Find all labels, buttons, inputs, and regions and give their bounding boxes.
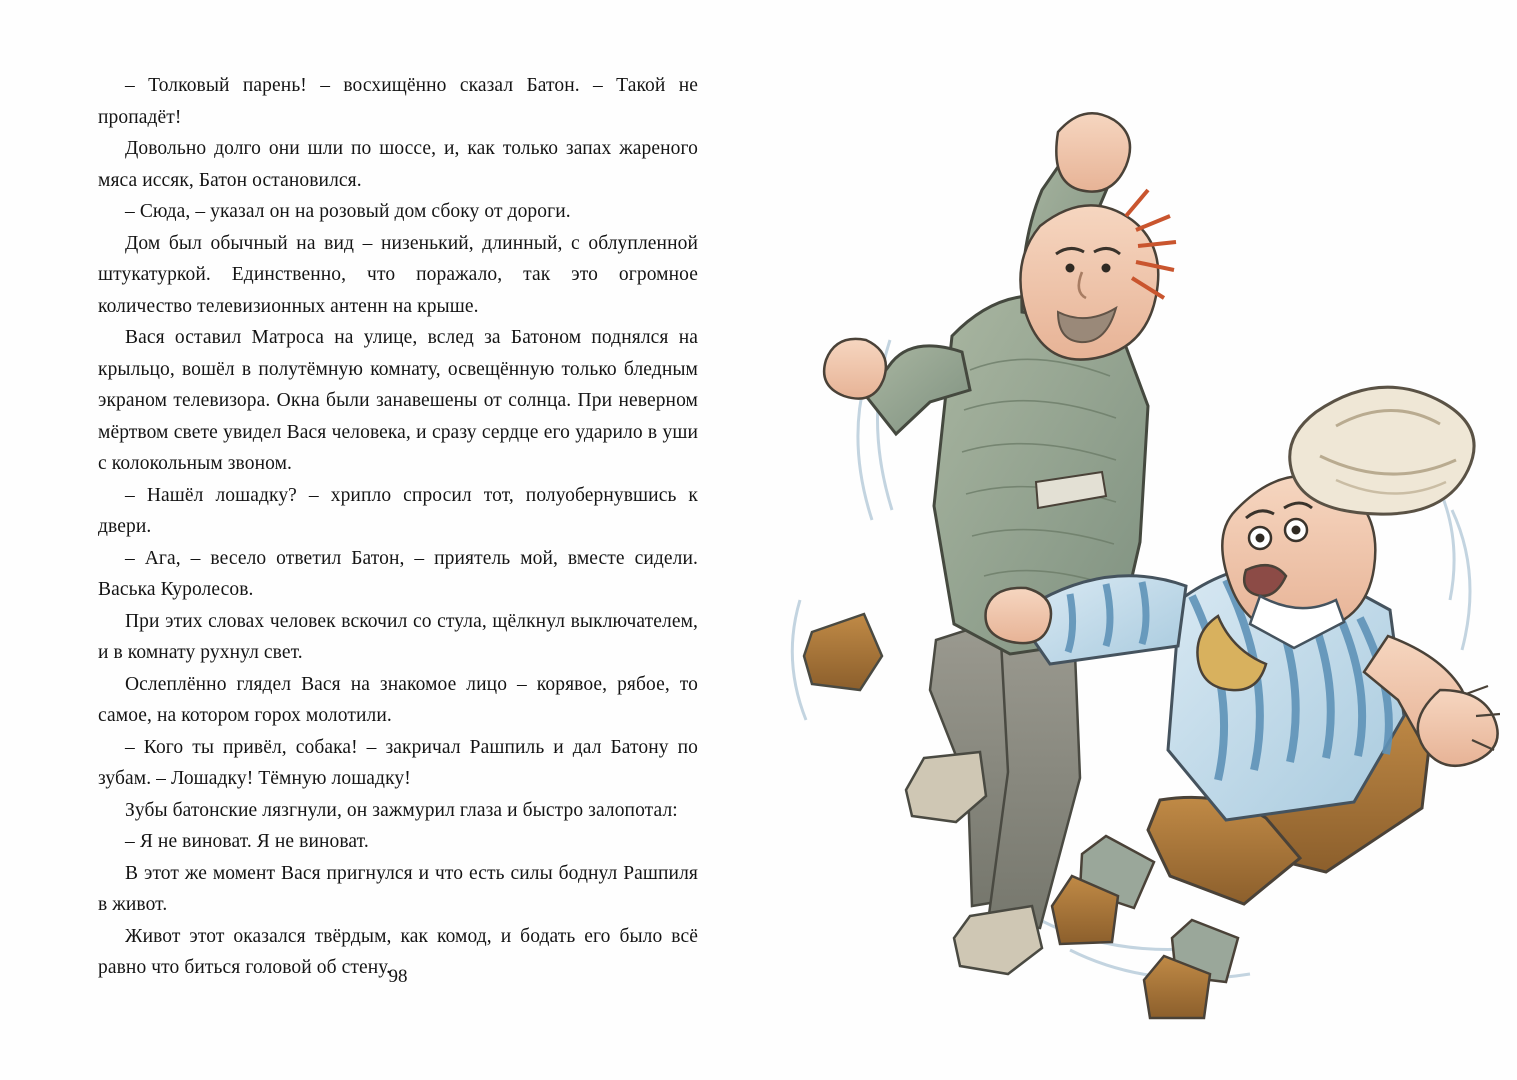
paragraph: – Нашёл лошадку? – хрипло спросил тот, полуобернувшись к двери.	[98, 484, 698, 537]
paragraph: – Кого ты привёл, собака! – закричал Рашпиль и дал Батону по зубам. – Лошадку! Тёмную лошадку!	[98, 736, 698, 789]
paragraph: Зубы батонские лязгнули, он зажмурил глаза и быстро залопотал:	[125, 799, 678, 821]
paragraph: – Ага, – весело ответил Батон, – приятель мой, вместе сидели. Васька Куролесов.	[98, 547, 698, 600]
paragraph: Вася оставил Матроса на улице, вслед за Батоном поднялся на крыльцо, вошёл в полутёмную комнату, освещённую только бледным экраном телевизора. Окна были занавешены от солнца. При неверном мёртвом свете увидел Вася человека, и сразу сердце его ударило в уши с колокольным звоном.	[98, 327, 698, 474]
page-number: 98	[388, 966, 408, 987]
hand-icon	[986, 588, 1051, 643]
fist-icon	[824, 339, 886, 399]
flying-hat-icon	[1290, 387, 1474, 514]
paragraph: Дом был обычный на вид – низенький, длинный, с облупленной штукатуркой. Единственно, что поражало, так это огромное количество телевизионных антенн на крыше.	[98, 232, 698, 317]
paragraph: В этот же момент Вася пригнулся и что есть силы боднул Рашпиля в живот.	[98, 862, 698, 915]
paragraph: – Я не виноват. Я не виноват.	[125, 831, 369, 852]
hand-icon	[1418, 690, 1498, 766]
paragraph: Ослеплённо глядел Вася на знакомое лицо – корявое, рябое, то самое, на котором горох молотили.	[98, 673, 698, 726]
paragraph: – Сюда, – указал он на розовый дом сбоку от дороги.	[125, 201, 571, 222]
paragraph: Живот этот оказался твёрдым, как комод, и бодать его было всё равно что биться головой об стену.	[98, 925, 698, 978]
paragraph: Довольно долго они шли по шоссе, и, как только запах жареного мяса иссяк, Батон остановился.	[98, 138, 698, 191]
body-text-column	[98, 70, 698, 984]
fist-icon	[1056, 113, 1130, 191]
chapter-illustration	[740, 40, 1500, 1040]
paragraph: – Толковый парень! – восхищённо сказал Батон. – Такой не пропадёт!	[98, 75, 698, 128]
paragraph: При этих словах человек вскочил со стула, щёлкнул выключателем, и в комнату рухнул свет.	[98, 610, 698, 663]
